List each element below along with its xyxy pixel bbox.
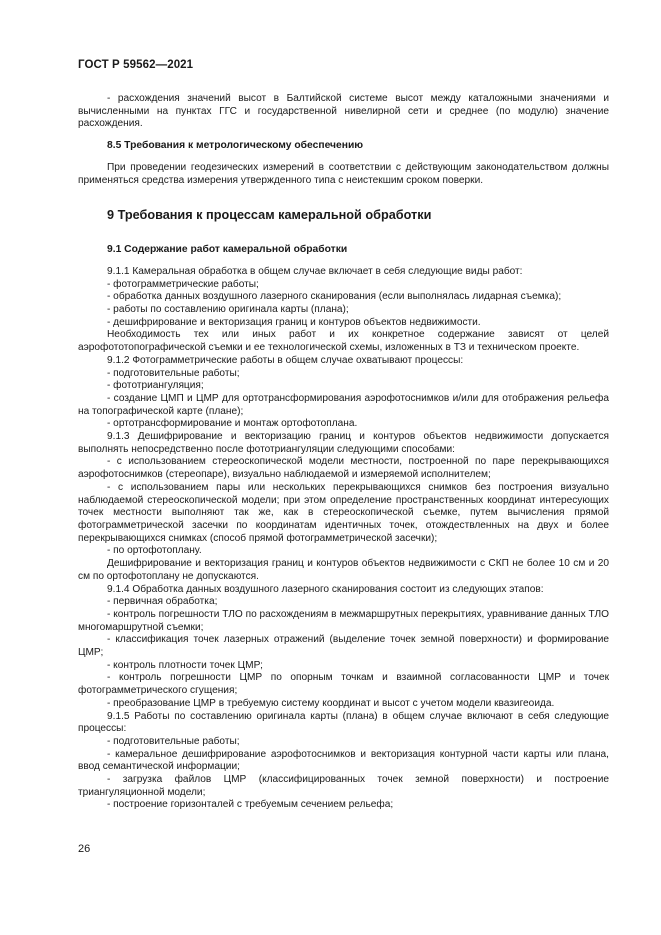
list-item: - обработка данных воздушного лазерного сканирования (если выполнялась лидарная съемка);	[107, 291, 562, 303]
list-item: - контроль плотности точек ЦМР;	[107, 659, 263, 671]
paragraph: 9.1.4 Обработка данных воздушного лазерного сканирования состоит из следующих этапов:	[107, 583, 544, 595]
paragraph: При проведении геодезических измерений в соответствии с действующим законодательством должны применяться средства измерения утвержденного типа с неистекшим сроком поверки.	[78, 161, 609, 186]
paragraph: 9.1.5 Работы по составлению оригинала карты (плана) в общем случае включают в себя следующие процессы:	[78, 710, 609, 735]
list-item: - подготовительные работы;	[107, 367, 240, 379]
paragraph: Необходимость тех или иных работ и их конкретное содержание зависят от целей аэрофототопографической съемки и ее технологической схемы, изложенных в ТЗ и техническом проекте.	[78, 329, 609, 354]
subsection-heading: 9.1 Содержание работ камеральной обработки	[107, 244, 348, 256]
subsection-heading: 8.5 Требования к метрологическому обеспечению	[107, 140, 364, 152]
paragraph: 9.1.3 Дешифрирование и векторизацию границ и контуров объектов недвижимости допускается выполнять непосредственно после фототриангуляции следующими способами:	[78, 431, 609, 455]
list-item: - первичная обработка;	[107, 596, 218, 608]
paragraph: Дешифрирование и векторизация границ и контуров объектов недвижимости с СКП не более 10 см и 20 см по ортофотоплану не допускаются.	[78, 558, 609, 582]
standard-code-header: ГОСТ Р 59562—2021	[78, 59, 194, 71]
document-body	[78, 93, 609, 812]
list-item: - создание ЦМП и ЦМР для ортотрансформирования аэрофотоснимков и/или для отображения рельефа на топографической карте (плане);	[78, 392, 609, 417]
list-item: - с использованием пары или нескольких перекрывающихся снимков без построения визуально наблюдаемой стереоскопической модели; при этом определение пространственных координат интересующих точек местности выполняют так же, как в стереоскопической съемке, путем вычисления прямой фотограмметрической засечки по координатам идентичных точек, отождествленных на двух и более перекрывающихся снимках (способ прямой фотограмметрической засечки);	[78, 481, 609, 544]
list-item: - работы по составлению оригинала карты (плана);	[107, 304, 349, 316]
list-item: - контроль погрешности ТЛО по расхождениям в межмаршрутных перекрытиях, уравнивание данных ТЛО многомаршрутной съемки;	[78, 608, 609, 633]
list-item: - дешифрирование и векторизация границ и контуров объектов недвижимости.	[107, 316, 481, 328]
list-item: - расхождения значений высот в Балтийской системе высот между каталожными значениями и вычисленными на пунктах ГГС и государственной нивелирной сети и среднее (по модулю) значение расхождения.	[78, 93, 609, 130]
list-item: - ортотрансформирование и монтаж ортофотоплана.	[107, 418, 358, 430]
paragraph: 9.1.1 Камеральная обработка в общем случае включает в себя следующие виды работ:	[107, 265, 523, 277]
list-item: - контроль погрешности ЦМР по опорным точкам и взаимной согласованности ЦМР и точек фотограмметрического сгущения;	[78, 672, 609, 697]
list-item: - классификация точек лазерных отражений (выделение точек земной поверхности) и формирование ЦМР;	[78, 634, 609, 659]
spacer	[78, 257, 609, 266]
list-item: - преобразование ЦМР в требуемую систему координат и высот с учетом модели квазигеоида.	[107, 697, 555, 709]
spacer	[78, 153, 609, 162]
list-item: - фотограмметрические работы;	[107, 278, 259, 290]
list-item: - камеральное дешифрирование аэрофотоснимков и векторизация контурной части карты или плана, ввод семантической информации;	[78, 748, 609, 773]
list-item: - построение горизонталей с требуемым сечением рельефа;	[107, 799, 394, 811]
section-heading: 9 Требования к процессам камеральной обработки	[107, 208, 432, 223]
spacer	[78, 187, 609, 208]
list-item: - фототриангуляция;	[107, 380, 204, 392]
list-item: - подготовительные работы;	[107, 735, 240, 747]
spacer	[78, 131, 609, 140]
list-item: - загрузка файлов ЦМР (классифицированных точек земной поверхности) и построение триангуляционной модели;	[78, 774, 609, 798]
list-item: - по ортофотоплану.	[107, 545, 202, 557]
page-number: 26	[78, 843, 91, 855]
list-item: - с использованием стереоскопической модели местности, построенной по паре перекрывающихся аэрофотоснимков (стереопаре), визуально наблюдаемой и измеряемой исполнителем;	[78, 456, 609, 481]
paragraph: 9.1.2 Фотограмметрические работы в общем случае охватывают процессы:	[107, 354, 464, 366]
spacer	[78, 223, 609, 244]
